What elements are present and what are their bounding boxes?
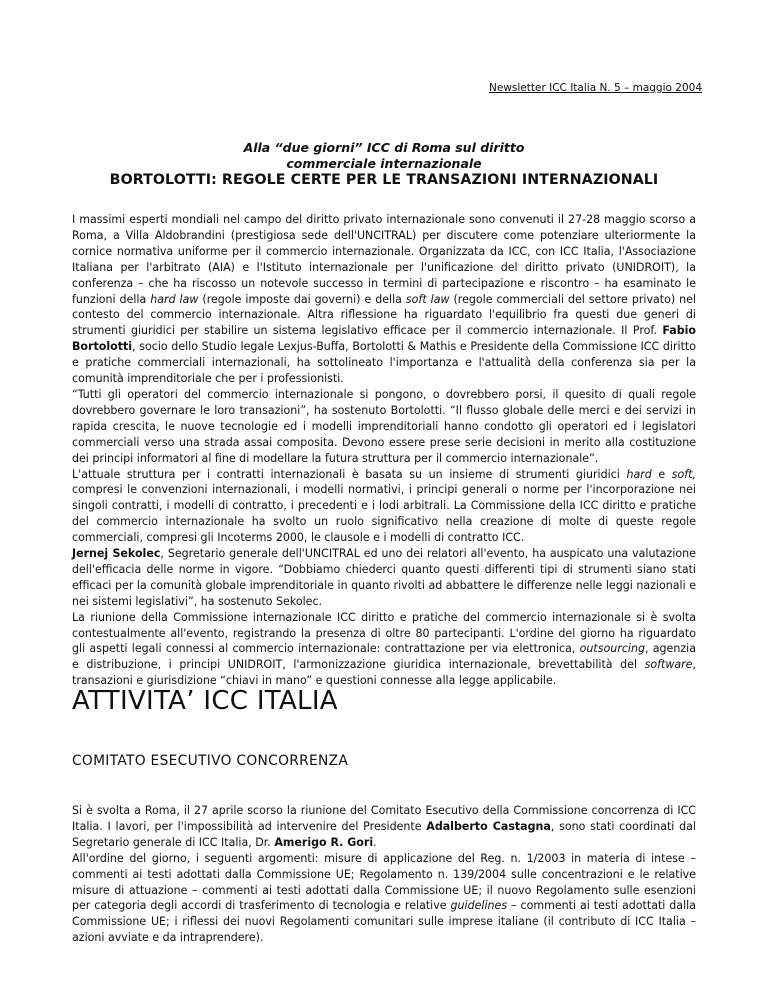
kicker-line-1: Alla “due giorni” ICC di Roma sul diritto: [243, 140, 525, 155]
article-body: [72, 212, 696, 689]
newsletter-header: Newsletter ICC Italia N. 5 – maggio 2004: [489, 82, 702, 94]
article-headline: BORTOLOTTI: REGOLE CERTE PER LE TRANSAZIONI INTERNAZIONALI: [109, 172, 659, 188]
article-paragraph: L'attuale struttura per i contratti internazionali è basata su un insieme di strumenti giuridici hard e soft, compresi le convenzioni internazionali, i modelli normativi, i principi generali o norme per l'incorporazione nei singoli contratti, i modelli di contratto, i precedenti e i lodi arbitrali. La Commissione della ICC diritto e pratiche del commercio internazionale ha svolto un ruolo significativo nella creazione di molte di queste regole commerciali, compresi gli Incoterms 2000, le clausole e i modelli di contratto ICC.: [72, 467, 696, 545]
article-paragraph: La riunione della Commissione internazionale ICC diritto e pratiche del commercio internazionale si è svolta contestualmente all'evento, registrando la presenza di oltre 80 partecipanti. L'ordine del giorno ha riguardato gli aspetti legali connessi al commercio internazionale: contrattazione per via elettronica, outsourcing, agenzia e distribuzione, i principi UNIDROIT, l'armonizzazione giuridica internazionale, brevettabilità del software, transazioni e giurisdizione “chiavi in mano” e questioni connesse alla legge applicabile.: [72, 610, 696, 688]
section-title: ATTIVITA’ ICC ITALIA: [72, 686, 338, 716]
section-paragraph: Si è svolta a Roma, il 27 aprile scorso la riunione del Comitato Esecutivo della Commissione concorrenza di ICC Italia. I lavori, per l'impossibilità ad intervenire del Presidente Adalberto Castagna, sono stati coordinati dal Segretario generale di ICC Italia, Dr. Amerigo R. Gori.: [72, 804, 696, 849]
article-paragraph: “Tutti gli operatori del commercio internazionale si pongono, o dovrebbero porsi, il quesito di quali regole dovrebbero governare le loro transazioni”, ha sostenuto Bortolotti. “Il flusso globale delle merci e dei servizi in rapida crescita, le nuove tecnologie ed i modelli imprenditoriali hanno condotto gli operatori ed i legislatori commerciali verso una strada assai composita. Devono essere prese serie decisioni in merito alla costituzione dei principi informatori al fine di modellare la futura struttura per il commercio internazionale”.: [72, 387, 696, 465]
subsection-title: COMITATO ESECUTIVO CONCORRENZA: [72, 753, 349, 769]
article-paragraph: Jernej Sekolec, Segretario generale dell'UNCITRAL ed uno dei relatori all'evento, ha auspicato una valutazione dell'efficacia delle norme in vigore. “Dobbiamo chiederci quanto questi differenti tipi di strumenti siano stati efficaci per la comunità globale imprenditoriale in quanto rivolti ad abbattere le differenze nelle leggi nazionali e nei sistemi legislativi”, ha sostenuto Sekolec.: [72, 547, 696, 608]
kicker-line-2: commerciale internazionale: [286, 156, 482, 171]
article-paragraph: I massimi esperti mondiali nel campo del diritto privato internazionale sono convenuti il 27-28 maggio scorso a Roma, a Villa Aldobrandini (prestigiosa sede dell'UNCITRAL) per discutere come potenziare ulteriormente la cornice normativa uniforme per il commercio internazionale. Organizzata da ICC, con ICC Italia, l'Associazione Italiana per l'arbitrato (AIA) e l'Istituto internazionale per l'unificazione del diritto privato (UNIDROIT), la conferenza – che ha riscosso un notevole successo in termini di partecipazione e riscontro – ha esaminato le funzioni della hard law (regole imposte dai governi) e della soft law (regole commerciali del settore privato) nel contesto del commercio internazionale. Altra riflessione ha riguardato l'equilibrio fra questi due generi di strumenti giuridici per stabilire un sistema legislativo efficace per il commercio internazionale. Il Prof. Fabio Bortolotti, socio dello Studio legale Lexjus-Buffa, Bortolotti & Mathis e Presidente della Commissione ICC diritto e pratiche commerciali internazionali, ha sottolineato l'importanza e l'attualità della conferenza sia per la comunità imprenditoriale che per i professionisti.: [72, 213, 696, 386]
section-paragraph: All'ordine del giorno, i seguenti argomenti: misure di applicazione del Reg. n. 1/2003 in materia di intese – commenti ai testi adottati dalla Commissione UE; Regolamento n. 139/2004 sulle concentrazioni e le relative misure di attuazione – commenti ai testi adottati dalla Commissione UE; il nuovo Regolamento sulle esenzioni per categoria degli accordi di trasferimento di tecnologia e relative guidelines – commenti ai testi adottati dalla Commissione UE; i riflessi dei nuovi Regolamenti comunitari sulle imprese italiane (il contributo di ICC Italia – azioni avviate e da intraprendere).: [72, 851, 696, 945]
article-titles: [72, 140, 696, 189]
section-body: [72, 803, 696, 946]
